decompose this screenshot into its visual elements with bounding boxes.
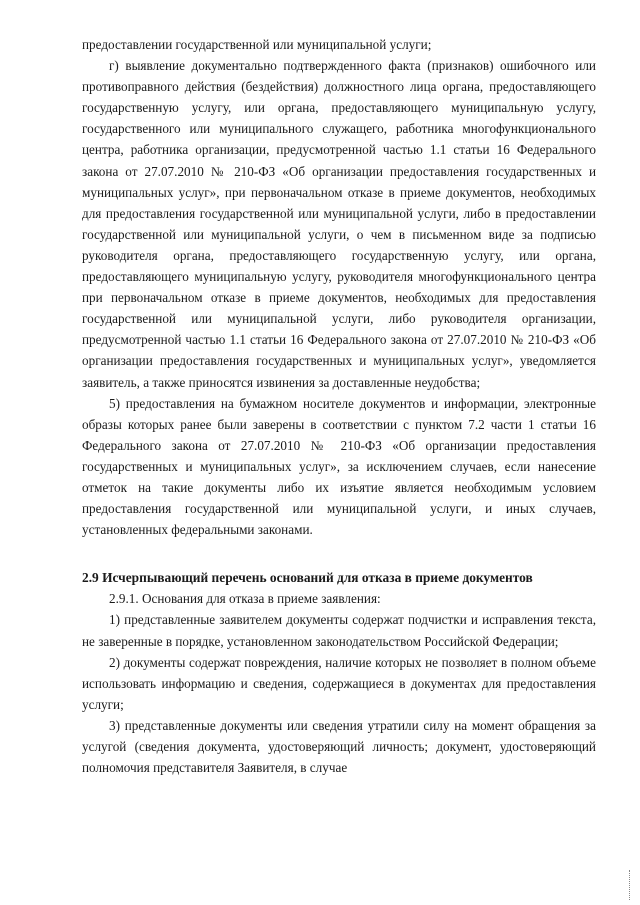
paragraph-item-1: 1) представленные заявителем документы содержат подчистки и исправления текста, не заверенные в порядке, установленном законодательством Российской Федерации; (82, 612, 596, 649)
paragraph-2-9-1: 2.9.1. Основания для отказа в приеме заявления: (109, 591, 381, 607)
document-page (82, 34, 596, 778)
section-gap (82, 540, 596, 553)
paragraph-item-2: 2) документы содержат повреждения, наличие которых не позволяет в полном объеме использовать информацию и сведения, содержащиеся в документах для предоставления услуги; (82, 654, 596, 712)
paragraph-item-3: 3) представленные документы или сведения утратили силу на момент обращения за услугой (сведения документа, удостоверяющий личность; документ, удостоверяющий полномочия представителя Заявителя, в случае (82, 717, 596, 776)
scan-edge-mark (627, 870, 630, 900)
paragraph-item-5: 5) предоставления на бумажном носителе документов и информации, электронные образы которых ранее были заверены в соответствии с пунктом 7.2 части 1 статьи 16 Федерального закона от 27.07.2010 № 210-ФЗ «Об организации предоставления государственных и муниципальных услуг», за исключением случаев, если нанесение отметок на такие документы либо их изъятие является необходимым условием предоставления государственной или муниципальной услуги, и иных случаев, установленных федеральными законами. (82, 395, 596, 538)
paragraph-continuation: предоставлении государственной или муниципальной услуги; (82, 37, 432, 52)
paragraph-item-g: г) выявление документально подтвержденного факта (признаков) ошибочного или противоправного действия (бездействия) должностного лица органа, предоставляющего государственную услугу, или органа, предоставляющего муниципальную услугу, государственного или муниципального служащего, работника многофункционального центра, работника организации, предусмотренной частью 1.1 статьи 16 Федерального закона от 27.07.2010 № 210-ФЗ «Об организации предоставления государственных и муниципальных услуг», при первоначальном отказе в приеме документов, необходимых для предоставления государственной или муниципальной услуги, либо в предоставлении государственной или муниципальной услуги, о чем в письменном виде за подписью руководителя органа, предоставляющего государственную услугу, или органа, предоставляющего муниципальную услугу, руководителя многофункционального центра при первоначальном отказе в приеме документов, необходимых для предоставления государственной или муниципальной услуги, либо руководителя организации, предусмотренной частью 1.1 статьи 16 Федерального закона от 27.07.2010 № 210-ФЗ «Об организации предоставления государственных и муниципальных услуг», уведомляется заявитель, а также приносятся извинения за доставленные неудобства; (82, 58, 596, 390)
section-heading-2-9: 2.9 Исчерпывающий перечень оснований для отказа в приеме документов (82, 570, 533, 586)
